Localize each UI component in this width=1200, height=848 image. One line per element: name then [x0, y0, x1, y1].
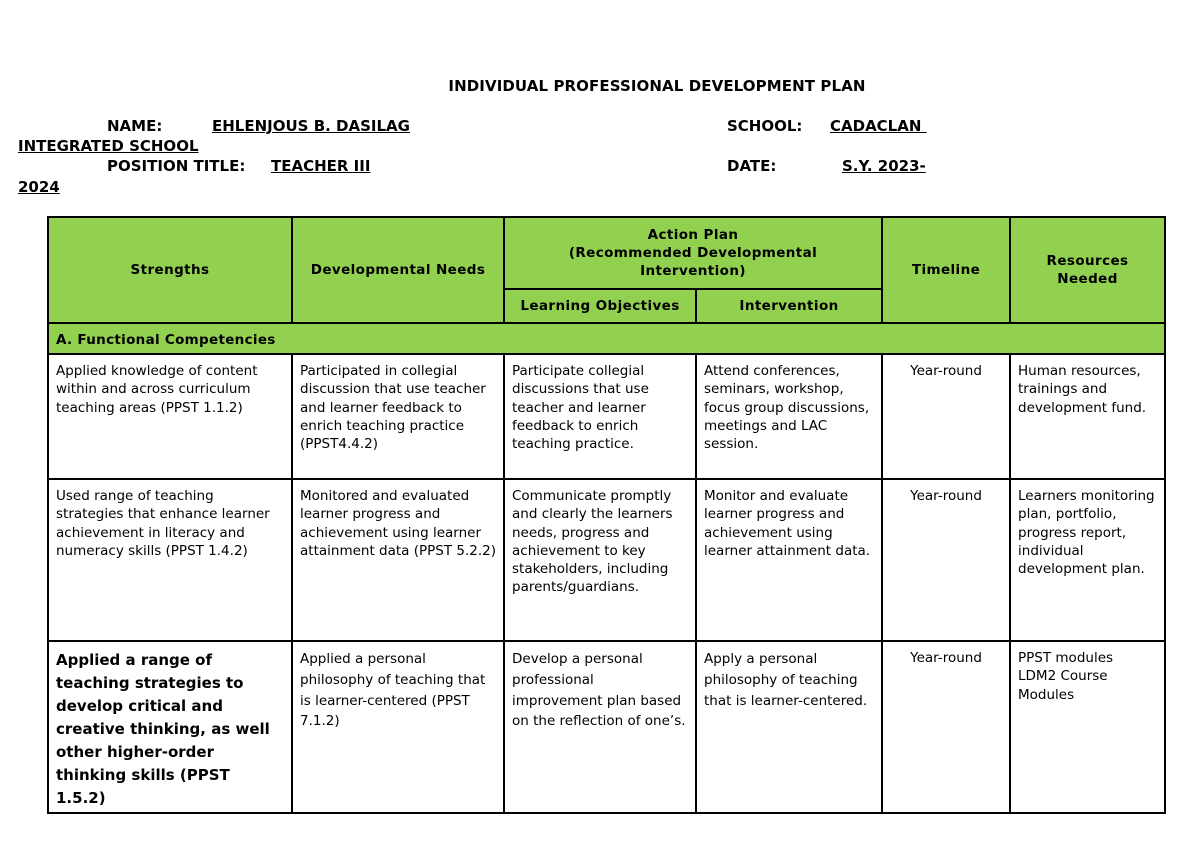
cell-resources: Human resources, trainings and development fund. [1010, 354, 1165, 479]
cell-developmental-need: Monitored and evaluated learner progress and achievement using learner attainment data (PPST 5.2.2) [292, 479, 504, 641]
cell-intervention: Apply a personal philosophy of teaching that is learner-centered. [696, 641, 882, 813]
header-action-plan-line-3: Intervention) [640, 263, 746, 279]
cell-strength: Applied knowledge of content within and across curriculum teaching areas (PPST 1.1.2) [48, 354, 292, 479]
header-timeline: Timeline [882, 217, 1010, 323]
position-label: POSITION TITLE: [107, 157, 251, 175]
cell-resources-line-1: PPST modules [1018, 650, 1114, 666]
header-resources-line-2: Needed [1057, 271, 1118, 287]
cell-resources [1010, 641, 1165, 813]
cell-intervention: Attend conferences, seminars, workshop, focus group discussions, meetings and LAC session. [696, 354, 882, 479]
table-row [48, 354, 1165, 479]
development-plan-table [47, 216, 1166, 814]
table-row [48, 641, 1165, 813]
header-resources-needed [1010, 217, 1165, 323]
header-action-plan-line-1: Action Plan [647, 227, 739, 243]
document-title: INDIVIDUAL PROFESSIONAL DEVELOPMENT PLAN [448, 77, 866, 95]
date-value-continued: 2024 [18, 178, 60, 196]
cell-strength: Used range of teaching strategies that enhance learner achievement in literacy and numeracy skills (PPST 1.4.2) [48, 479, 292, 641]
header-developmental-needs: Developmental Needs [292, 217, 504, 323]
name-label: NAME: [107, 117, 163, 135]
date-value: S.Y. 2023- [842, 157, 926, 175]
section-functional-competencies: A. Functional Competencies [48, 323, 1165, 354]
date-label: DATE: [727, 157, 777, 175]
position-value: TEACHER III [271, 157, 371, 175]
header-action-plan-line-2: (Recommended Developmental [568, 245, 818, 261]
school-value: CADACLAN [830, 117, 927, 135]
cell-developmental-need: Applied a personal philosophy of teaching that is learner-centered (PPST 7.1.2) [292, 641, 504, 813]
cell-developmental-need: Participated in collegial discussion that use teacher and learner feedback to enrich teaching practice (PPST4.4.2) [292, 354, 504, 479]
header-intervention: Intervention [696, 289, 882, 323]
header-learning-objectives: Learning Objectives [504, 289, 696, 323]
name-value: EHLENJOUS B. DASILAG [212, 117, 410, 135]
cell-learning-objective: Develop a personal professional improvement plan based on the reflection of one’s. [504, 641, 696, 813]
header-strengths: Strengths [48, 217, 292, 323]
cell-timeline: Year-round [882, 479, 1010, 641]
table-header-row-1 [48, 217, 1165, 289]
cell-learning-objective: Communicate promptly and clearly the learners needs, progress and achievement to key stakeholders, including parents/guardians. [504, 479, 696, 641]
school-label: SCHOOL: [727, 117, 803, 135]
cell-intervention: Monitor and evaluate learner progress and achievement using learner attainment data. [696, 479, 882, 641]
section-row [48, 323, 1165, 354]
cell-timeline: Year-round [882, 354, 1010, 479]
school-value-continued: INTEGRATED SCHOOL [18, 137, 199, 155]
cell-resources-line-2: LDM2 Course Modules [1018, 668, 1108, 703]
cell-learning-objective: Participate collegial discussions that use teacher and learner feedback to enrich teaching practice. [504, 354, 696, 479]
header-resources-line-1: Resources [1046, 253, 1129, 269]
cell-timeline: Year-round [882, 641, 1010, 813]
header-action-plan [504, 217, 882, 289]
cell-resources: Learners monitoring plan, portfolio, progress report, individual development plan. [1010, 479, 1165, 641]
table-row [48, 479, 1165, 641]
cell-strength: Applied a range of teaching strategies to develop critical and creative thinking, as well other higher-order thinking skills (PPST 1.5.2) [48, 641, 292, 813]
